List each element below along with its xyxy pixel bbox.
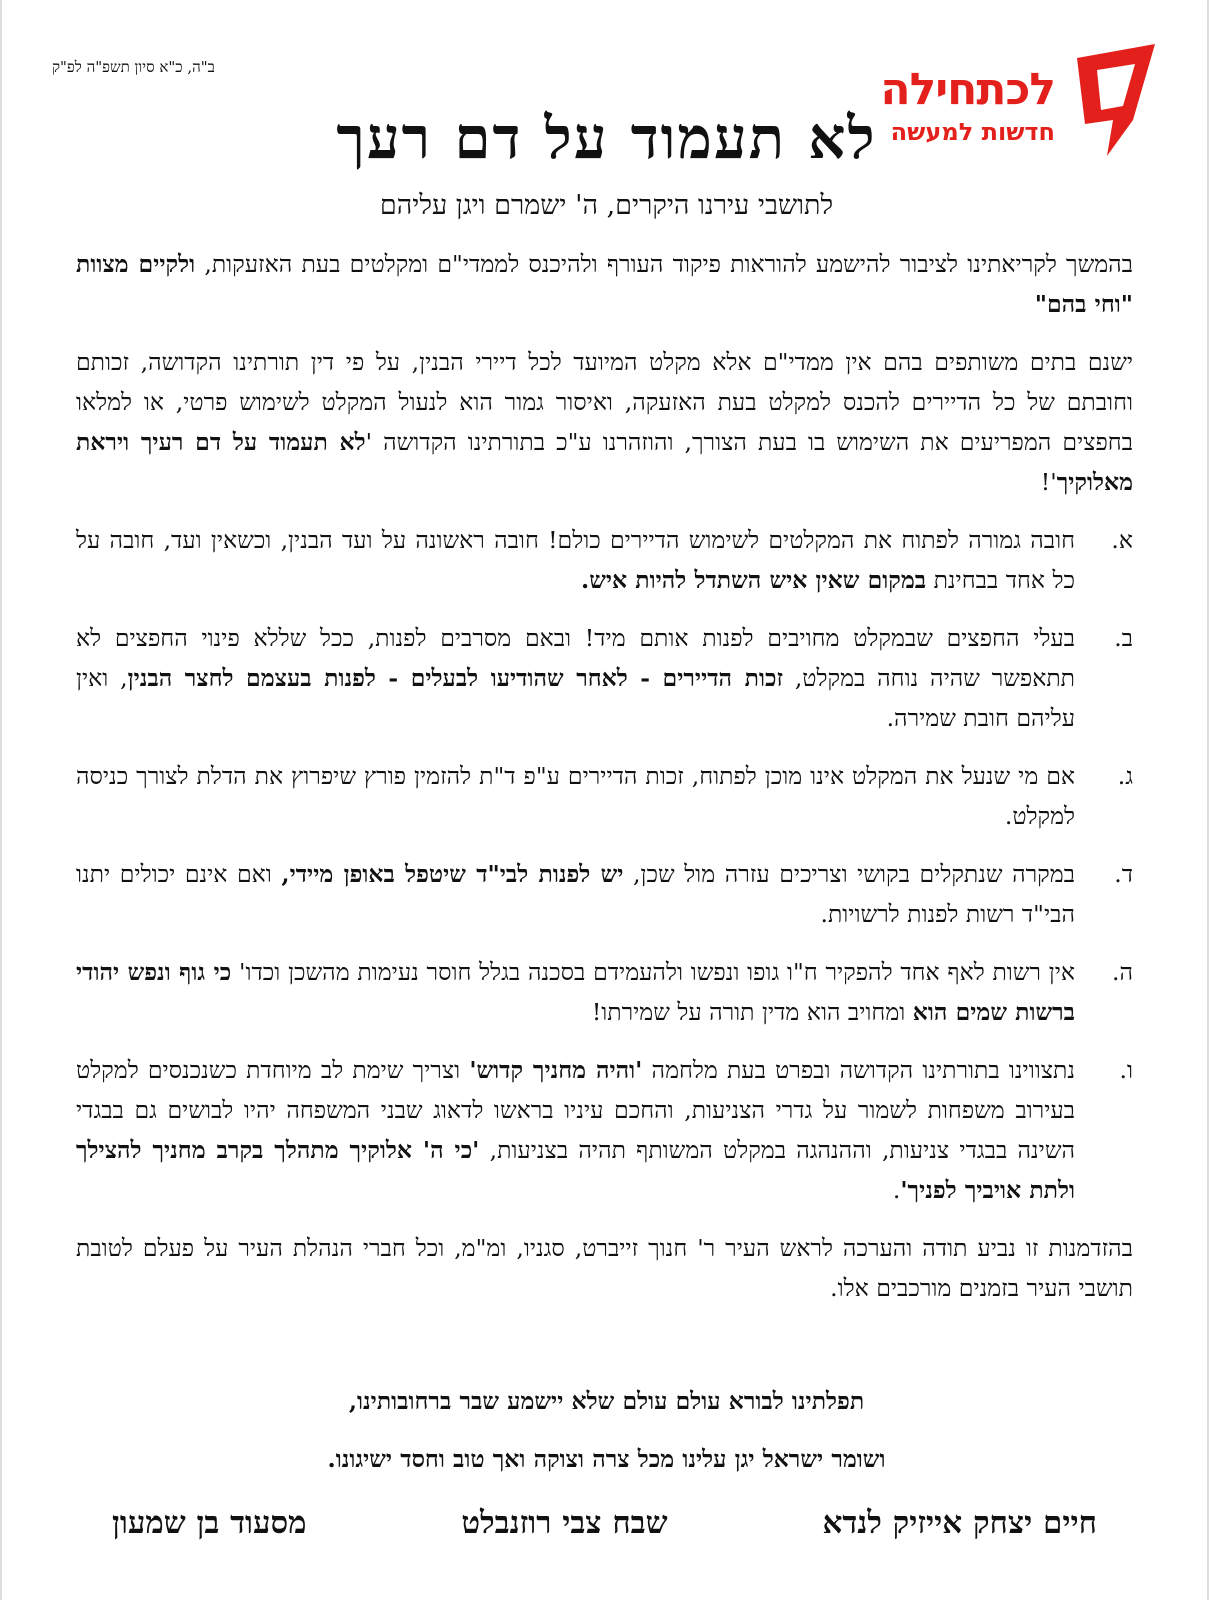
intro-p2-text: ישנם בתים משותפים בהם אין ממדי"ם אלא מקלט המיועד לכל דיירי הבנין, על פי דין תורתינו הקדושה, זכותם וחובתם של כל הדיירים להכנס למקלט בעת האזעקה, ואיסור גמור הוא לנעול המקלט לשימוש פרטי, או למלאו בחפצים המפריעים את השימוש בו בעת הצורך, והוזהרנו ע"כ בתורתינו הקדושה '	[76, 348, 1134, 456]
page-title: לא תעמוד על דם רעך	[336, 104, 877, 172]
item-text: במקרה שנתקלים בקושי וצריכים עזרה מול שכן,	[623, 860, 1075, 888]
intro-p1-text: בהמשך לקריאתינו לציבור להישמע להוראות פיקוד העורף ולהיכנס לממדי"ם ומקלטים בעת האזעקות,	[195, 250, 1133, 278]
letter-body	[76, 244, 1133, 1326]
item-bold-text: כי גוף ונפש יהודי ברשות שמים הוא	[76, 958, 1075, 1026]
intro-paragraph-2	[76, 342, 1133, 502]
list-item	[76, 756, 1133, 836]
item-bold-text: יש לפנות לבי"ד שיטפל באופן מיידי,	[281, 860, 624, 888]
item-bold-text: 'והיה מחניך קדוש'	[469, 1056, 643, 1084]
item-text: בעלי החפצים שבמקלט מחויבים לפנות אותם מיד! ובאם מסרבים לפנות, ככל שללא פינוי החפצים לא תתאפשר שהיה נוחה במקלט,	[76, 624, 1075, 692]
closing-line-2: ושומר ישראל יגן עלינו מכל צרה וצוקה ואך טוב וחסד ישיגונו.	[327, 1445, 886, 1473]
logo-sub-text: חדשות למעשה	[890, 118, 1055, 146]
item-text: , ואין עליהם חובת שמירה.	[76, 664, 1075, 732]
signature-1: חיים יצחק אייזיק לנדא	[822, 1505, 1097, 1541]
list-item-letter: ב.	[1114, 624, 1133, 652]
item-bold-text: זכות הדיירים - לאחר שהודיעו לבעלים - לפנות בעצמם לחצר הבנין	[127, 664, 783, 692]
list-item-text	[76, 854, 1075, 934]
date-line: ב"ה, כ"א סיון תשפ"ה לפ"ק	[52, 58, 215, 76]
item-bold-text: במקום שאין איש השתדל להיות איש.	[581, 566, 927, 594]
list-item	[76, 1050, 1133, 1210]
thanks-paragraph: בהזדמנות זו נביע תודה והערכה לראש העיר ר' חנוך זייברט, סגניו, ומ"מ, וכל חברי הנהלת העיר על פעלם לטובת תושבי העיר בזמנים מורכבים אלו.	[76, 1234, 1133, 1302]
list-item-text	[76, 618, 1075, 738]
intro-paragraph-1	[76, 244, 1133, 324]
list-item	[76, 618, 1133, 738]
signatures	[112, 1505, 1097, 1541]
list-item-text	[76, 520, 1075, 600]
page-subtitle: לתושבי עירנו היקרים, ה' ישמרם ויגן עליהם	[379, 190, 834, 221]
list-item-letter: א.	[1111, 526, 1133, 554]
intro-p1-bold: ולקיים מצוות "וחי בהם"	[76, 250, 1133, 318]
logo-main-text: לכתחילה	[880, 64, 1055, 115]
signature-3: מסעוד בן שמעון	[112, 1505, 307, 1541]
list-item-text	[76, 1050, 1075, 1210]
closing-blessing	[2, 1372, 1209, 1488]
item-text: ואם אינם יכולים יתנו הבי"ד רשות לפנות לרשויות.	[76, 860, 1075, 928]
closing-line-1: תפלתינו לבורא עולם עולם שלא יישמע שבר ברחובותינו,	[348, 1387, 865, 1415]
signature-2: שבח צבי רוזנבלט	[461, 1505, 668, 1541]
item-text: ומחויב הוא מדין תורה על שמירתו!	[591, 998, 913, 1026]
intro-p2-bold: לא תעמוד על דם רעיך ויראת מאלוקיך	[76, 428, 1133, 496]
list-item	[76, 520, 1133, 600]
item-bold-text: 'כי ה' אלוקיך מתהלך בקרב מחניך להצילך ולתת אויביך לפניך'	[76, 1136, 1075, 1204]
list-item-letter: ג.	[1117, 762, 1133, 790]
list-item-letter: ה.	[1112, 958, 1133, 986]
item-text: .	[892, 1176, 901, 1204]
item-text: וצריך שימת לב מיוחדת כשנכנסים למקלט בעירוב משפחות לשמור על גדרי הצניעות, והחכם עיניו בראשו לדאוג שבני המשפחה יהיו לבושים גם בבגדי השינה בבגדי צניעות, וההנהגה במקלט המשותף תהיה בצניעות,	[76, 1056, 1076, 1164]
list-item	[76, 952, 1133, 1032]
item-text: נתצווינו בתורתינו הקדושה ובפרט בעת מלחמה	[642, 1056, 1076, 1084]
intro-p2-end: '!	[1040, 468, 1057, 496]
list-item-text	[76, 952, 1075, 1032]
list-item	[76, 854, 1133, 934]
item-text: אם מי שנעל את המקלט אינו מוכן לפתוח, זכות הדיירים ע"פ ד"ת להזמין פורץ שיפרוץ את הדלת לצורך כניסה למקלט.	[76, 762, 1075, 830]
list-item-letter: ו.	[1119, 1056, 1133, 1084]
item-text: חובה גמורה לפתוח את המקלטים לשימוש הדיירים כולם! חובה ראשונה על ועד הבנין, וכשאין ועד, חובה על כל אחד בבחינת	[76, 526, 1075, 594]
item-list	[76, 520, 1133, 1210]
list-item-text	[76, 756, 1075, 836]
item-text: אין רשות לאף אחד להפקיר ח"ו גופו ונפשו ולהעמידם בסכנה בגלל חוסר נעימות מהשכן וכדו'	[231, 958, 1075, 986]
list-item-letter: ד.	[1114, 860, 1133, 888]
